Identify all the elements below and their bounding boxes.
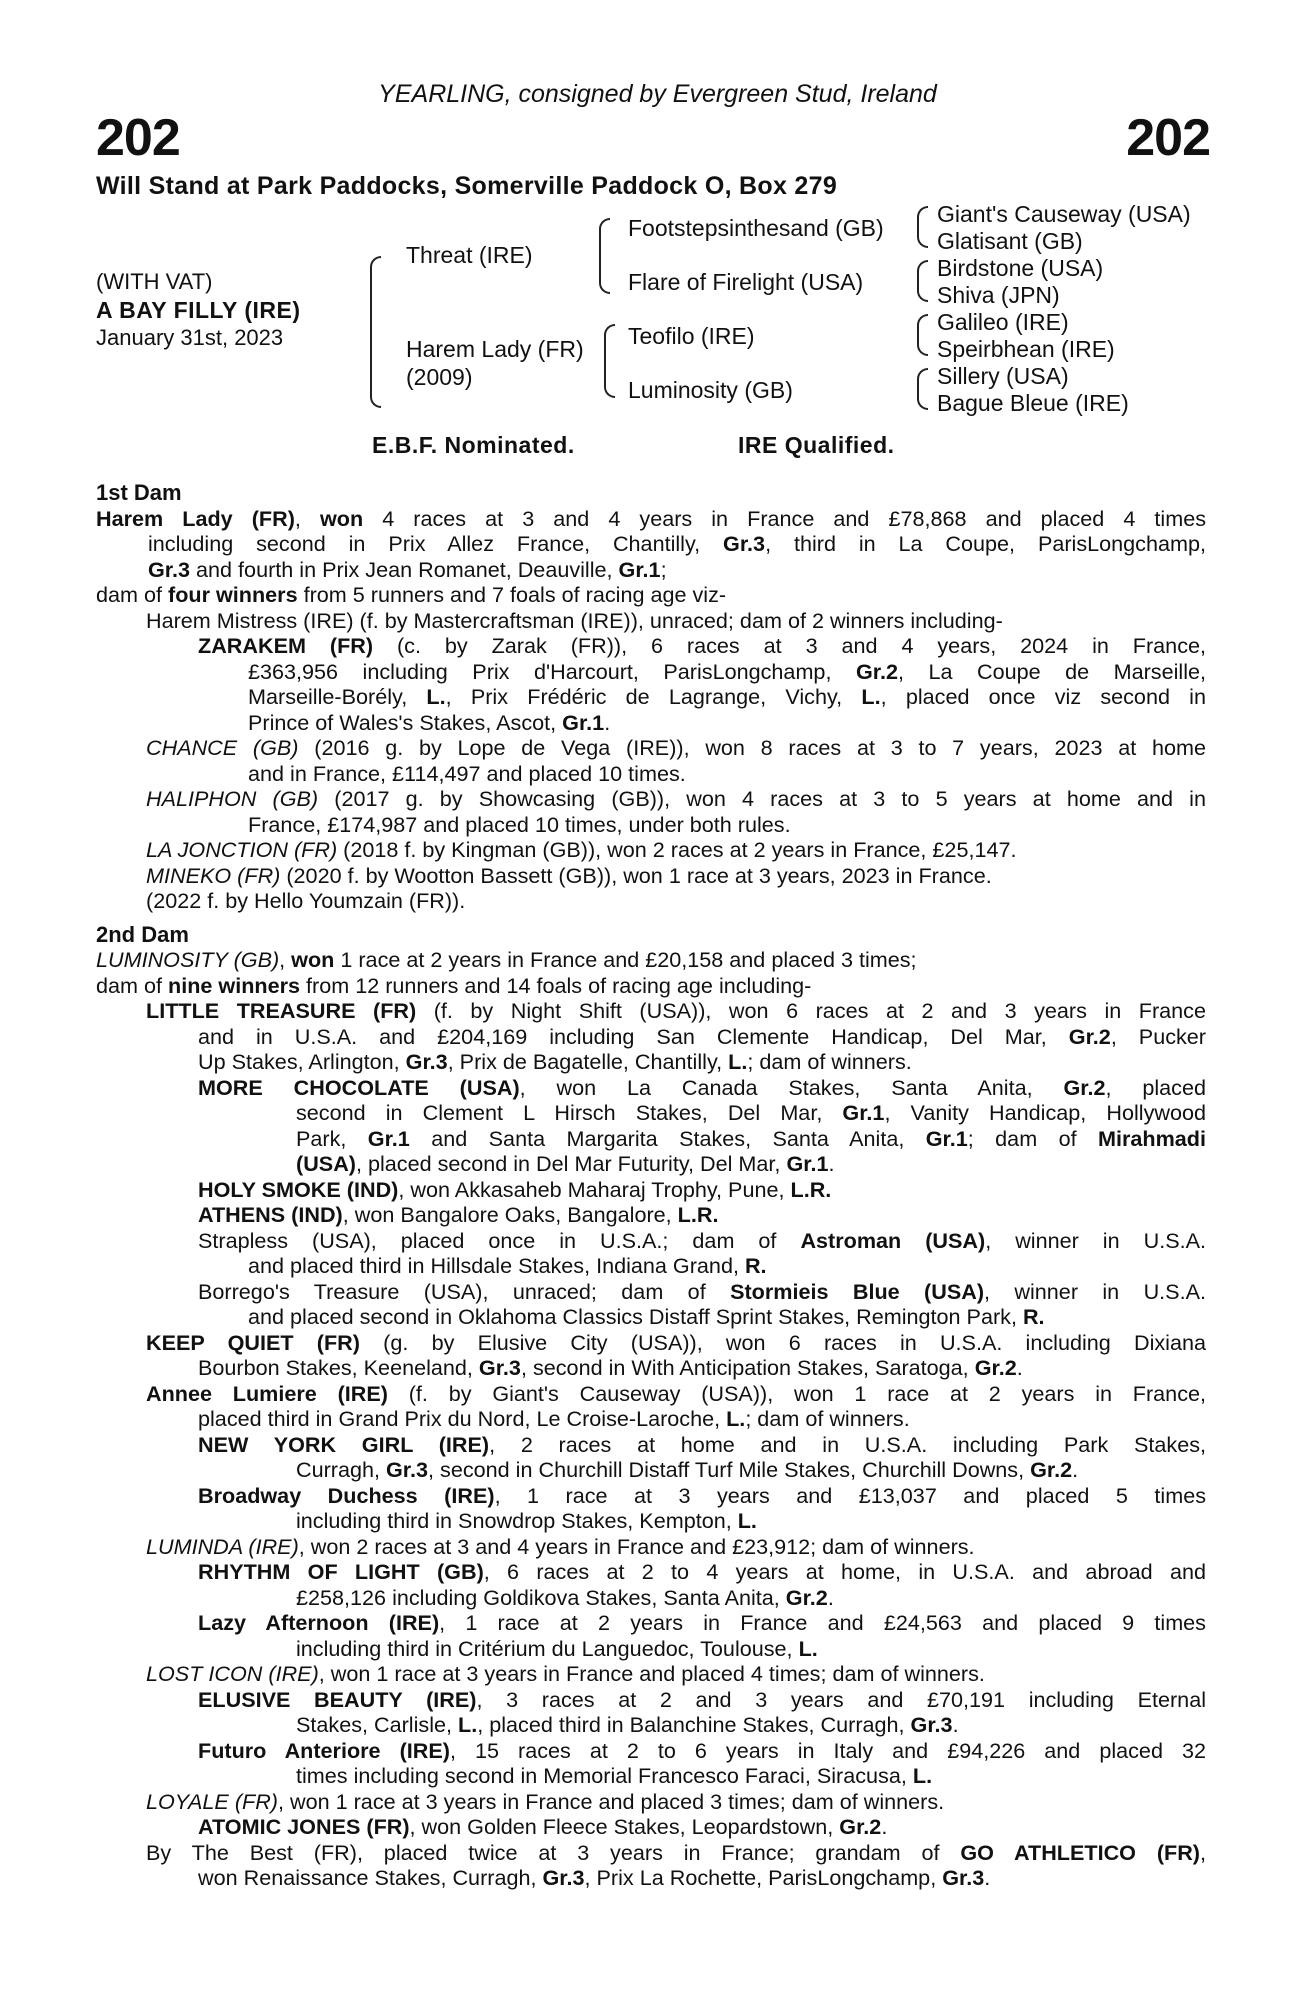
pedigree-sire-dam: Flare of Firelight (USA): [628, 269, 864, 295]
second-dam-line: and placed third in Hillsdale Stakes, Indiana Grand, R.: [248, 1253, 767, 1278]
second-dam-line: ATOMIC JONES (FR), won Golden Fleece Stakes, Leopardstown, Gr.2.: [198, 1814, 888, 1839]
pedigree-dam-dam: Luminosity (GB): [628, 377, 793, 403]
brace-main: [370, 256, 381, 408]
second-dam-line: LUMINDA (IRE), won 2 races at 3 and 4 years in France and £23,912; dam of winners.: [146, 1533, 975, 1559]
first-dam-line: including second in Prix Allez France, Chantilly, Gr.3, third in La Coupe, ParisLongchamp,: [148, 531, 1206, 556]
second-dam-line: won Renaissance Stakes, Curragh, Gr.3, Prix La Rochette, ParisLongchamp, Gr.3.: [198, 1865, 991, 1890]
stand-location: Will Stand at Park Paddocks, Somerville Paddock O, Box 279: [96, 172, 838, 200]
first-dam-section: [96, 506, 1206, 914]
first-dam-line: (2022 f. by Hello Youmzain (FR)).: [146, 888, 466, 913]
second-dam-line: LITTLE TREASURE (FR) (f. by Night Shift (USA)), won 6 races at 2 and 3 years in France: [146, 998, 1206, 1023]
second-dam-line: Lazy Afternoon (IRE), 1 race at 2 years in France and £24,563 and placed 9 times: [198, 1610, 1206, 1635]
second-dam-line: dam of nine winners from 12 runners and 14 foals of racing age including-: [96, 972, 812, 998]
pedigree-dam: Harem Lady (FR): [406, 336, 584, 362]
second-dam-line: Park, Gr.1 and Santa Margarita Stakes, Santa Anita, Gr.1; dam of Mirahmadi: [296, 1125, 1206, 1151]
subject-block: [96, 268, 300, 352]
ebf-nominated: E.B.F. Nominated.: [372, 432, 575, 458]
second-dam-line: (USA), placed second in Del Mar Futurity, Del Mar, Gr.1.: [296, 1151, 835, 1176]
second-dam-section: [96, 947, 1206, 1891]
second-dam-line: KEEP QUIET (FR) (g. by Elusive City (USA)), won 6 races in U.S.A. including Dixiana: [146, 1329, 1207, 1355]
second-dam-line: LOST ICON (IRE), won 1 race at 3 years in France and placed 4 times; dam of winners.: [146, 1661, 985, 1686]
pedigree-sire: Threat (IRE): [406, 242, 533, 268]
catalogue-body: [96, 480, 1206, 1891]
second-dam-heading: 2nd Dam: [96, 921, 189, 947]
pedigree-dds: Sillery (USA): [937, 363, 1069, 389]
second-dam-line: LUMINOSITY (GB), won 1 race at 2 years in France and £20,158 and placed 3 times;: [96, 947, 917, 972]
first-dam-line: LA JONCTION (FR) (2018 f. by Kingman (GB)), won 2 races at 2 years in France, £25,147.: [146, 837, 1017, 862]
pedigree-ddd: Bague Bleue (IRE): [937, 390, 1129, 416]
second-dam-line: Up Stakes, Arlington, Gr.3, Prix de Bagatelle, Chantilly, L.; dam of winners.: [198, 1049, 912, 1074]
first-dam-line: Marseille-Borély, L., Prix Frédéric de Lagrange, Vichy, L., placed once viz second in: [248, 684, 1206, 709]
second-dam-line: NEW YORK GIRL (IRE), 2 races at home and in U.S.A. including Park Stakes,: [198, 1431, 1207, 1457]
lot-number-right: 202: [1126, 109, 1210, 167]
first-dam-line: Harem Mistress (IRE) (f. by Mastercraftsman (IRE)), unraced; dam of 2 winners including-: [146, 607, 1003, 633]
second-dam-line: times including second in Memorial Francesco Faraci, Siracusa, L.: [296, 1763, 933, 1788]
second-dam-line: £258,126 including Goldikova Stakes, Santa Anita, Gr.2.: [296, 1584, 834, 1610]
pedigree-dsd: Speirbhean (IRE): [937, 336, 1115, 362]
brace-dam: [604, 324, 615, 398]
ire-qualified: IRE Qualified.: [738, 432, 895, 458]
pedigree-sdd: Shiva (JPN): [937, 282, 1060, 308]
pedigree-sds: Birdstone (USA): [937, 255, 1104, 281]
second-dam-line: and placed second in Oklahoma Classics Distaff Sprint Stakes, Remington Park, R.: [248, 1304, 1045, 1329]
lot-name: A BAY FILLY (IRE): [96, 297, 301, 323]
second-dam-line: RHYTHM OF LIGHT (GB), 6 races at 2 to 4 years at home, in U.S.A. and abroad and: [198, 1559, 1206, 1584]
second-dam-line: second in Clement L Hirsch Stakes, Del Mar, Gr.1, Vanity Handicap, Hollywood: [296, 1100, 1207, 1125]
first-dam-line: and in France, £114,497 and placed 10 times.: [248, 760, 686, 786]
second-dam-line: Bourbon Stakes, Keeneland, Gr.3, second in With Anticipation Stakes, Saratoga, Gr.2.: [198, 1355, 1023, 1380]
second-dam-line: Borrego's Treasure (USA), unraced; dam of Stormieis Blue (USA), winner in U.S.A.: [198, 1278, 1206, 1304]
first-dam-line: HALIPHON (GB) (2017 g. by Showcasing (GB)), won 4 races at 3 to 5 years at home and in: [146, 786, 1206, 811]
brace-sd: [917, 260, 928, 302]
pedigree-sss: Giant's Causeway (USA): [937, 201, 1191, 227]
pedigree-sire-sire: Footstepsinthesand (GB): [628, 215, 884, 241]
first-dam-line: MINEKO (FR) (2020 f. by Wootton Bassett (GB)), won 1 race at 3 years, 2023 in France.: [146, 862, 992, 888]
pedigree-dam-sire: Teofilo (IRE): [628, 323, 755, 349]
second-dam-line: Broadway Duchess (IRE), 1 race at 3 years and £13,037 and placed 5 times: [198, 1482, 1207, 1508]
brace-sire: [599, 218, 610, 294]
second-dam-line: Futuro Anteriore (IRE), 15 races at 2 to 6 years in Italy and £94,226 and placed 32: [198, 1737, 1206, 1763]
pedigree-dss: Galileo (IRE): [937, 309, 1069, 335]
second-dam-line: MORE CHOCOLATE (USA), won La Canada Stakes, Santa Anita, Gr.2, placed: [198, 1074, 1206, 1100]
first-dam-line: France, £174,987 and placed 10 times, under both rules.: [248, 811, 791, 837]
second-dam-line: Strapless (USA), placed once in U.S.A.; dam of Astroman (USA), winner in U.S.A.: [198, 1227, 1207, 1253]
second-dam-line: Curragh, Gr.3, second in Churchill Distaff Turf Mile Stakes, Churchill Downs, Gr.2.: [296, 1457, 1079, 1482]
first-dam-line: £363,956 including Prix d'Harcourt, ParisLongchamp, Gr.2, La Coupe de Marseille,: [248, 658, 1207, 684]
brace-ss: [917, 206, 928, 248]
lot-number-left: 202: [96, 109, 180, 167]
foaling-date: January 31st, 2023: [96, 325, 284, 350]
second-dam-line: HOLY SMOKE (IND), won Akkasaheb Maharaj Trophy, Pune, L.R.: [198, 1176, 832, 1202]
brace-dd: [917, 368, 928, 410]
vat-note: (WITH VAT): [96, 269, 213, 294]
pedigree-ssd: Glatisant (GB): [937, 228, 1083, 254]
brace-ds: [917, 314, 928, 356]
second-dam-line: and in U.S.A. and £204,169 including San Clemente Handicap, Del Mar, Gr.2, Pucker: [198, 1023, 1206, 1049]
first-dam-line: dam of four winners from 5 runners and 7 foals of racing age viz-: [96, 582, 727, 607]
second-dam-line: By The Best (FR), placed twice at 3 years in France; grandam of GO ATHLETICO (FR),: [146, 1839, 1206, 1865]
second-dam-line: Annee Lumiere (IRE) (f. by Giant's Causeway (USA)), won 1 race at 2 years in France,: [146, 1380, 1206, 1406]
second-dam-line: including third in Snowdrop Stakes, Kempton, L.: [296, 1508, 757, 1533]
second-dam-line: Stakes, Carlisle, L., placed third in Balanchine Stakes, Curragh, Gr.3.: [296, 1712, 959, 1737]
second-dam-line: placed third in Grand Prix du Nord, Le Croise-Laroche, L.; dam of winners.: [198, 1406, 910, 1431]
second-dam-line: ELUSIVE BEAUTY (IRE), 3 races at 2 and 3 years and £70,191 including Eternal: [198, 1686, 1206, 1712]
first-dam-line: Prince of Wales's Stakes, Ascot, Gr.1.: [248, 709, 611, 735]
first-dam-line: CHANCE (GB) (2016 g. by Lope de Vega (IRE)), won 8 races at 3 to 7 years, 2023 at home: [146, 735, 1207, 760]
first-dam-line: Harem Lady (FR), won 4 races at 3 and 4 years in France and £78,868 and placed 4 times: [96, 505, 1206, 531]
first-dam-line: ZARAKEM (FR) (c. by Zarak (FR)), 6 races at 3 and 4 years, 2024 in France,: [198, 633, 1206, 658]
first-dam-heading: 1st Dam: [96, 480, 182, 505]
second-dam-line: LOYALE (FR), won 1 race at 3 years in France and placed 3 times; dam of winners.: [146, 1788, 945, 1814]
catalogue-subtitle: YEARLING, consigned by Evergreen Stud, Ireland: [378, 80, 937, 108]
second-dam-line: including third in Critérium du Languedoc, Toulouse, L.: [296, 1635, 818, 1661]
second-dam-line: ATHENS (IND), won Bangalore Oaks, Bangalore, L.R.: [198, 1202, 719, 1227]
pedigree-dam-year: (2009): [406, 364, 473, 390]
first-dam-line: Gr.3 and fourth in Prix Jean Romanet, Deauville, Gr.1;: [148, 556, 667, 582]
